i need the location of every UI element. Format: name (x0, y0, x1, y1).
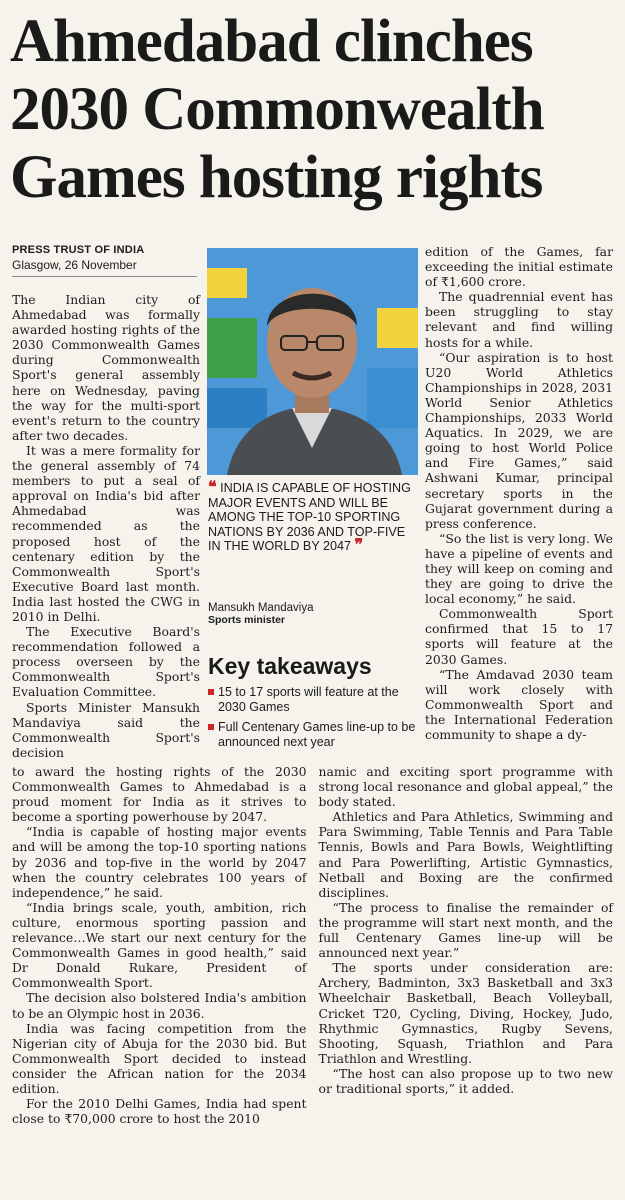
paragraph: “India is capable of hosting major events and will be among the top-10 sporting nations by 2036 and top-five in the world by 2047 when the country celebrates 100 years of independence,” he said. (12, 824, 307, 900)
key-takeaways-title: Key takeaways (208, 653, 372, 679)
takeaway-text: 15 to 17 sports will feature at the 2030 Games (218, 685, 399, 714)
paragraph: The Indian city of Ahmedabad was formally awarded hosting rights of the 2030 Commonwealth Games during Commonwealth Sport's general assembly here on Wednesday, paving the way for the multi-sport event's return to the country after two decades. (12, 292, 200, 443)
paragraph: “The process to finalise the remainder of the programme will start next month, and the full Centenary Games line-up will be announced next year.” (318, 899, 613, 961)
paragraph: It was a mere formality for the general assembly of 74 members to put a seal of approval on India's bid after Ahmedabad was recommended as the proposed host of the centenary edition by the Commonwealth Sport's Executive Board last month. India last hosted the CWG in 2010 in Delhi. (12, 442, 200, 624)
headline-line-3: Games hosting rights (10, 144, 543, 211)
paragraph: The Executive Board's recommendation followed a process overseen by the Commonwealth Sport's Evaluation Committee. (12, 624, 200, 700)
paragraph: The decision also bolstered India's ambition to be an Olympic host in 2036. (12, 990, 307, 1021)
paragraph: The quadrennial event has been struggling to stay relevant and find willing hosts for a while. (425, 289, 613, 350)
headline-line-2: 2030 Commonwealth (10, 76, 544, 143)
headline-line-1: Ahmedabad clinches (10, 8, 533, 75)
paragraph: “The host can also propose up to two new or traditional sports,” it added. (318, 1065, 613, 1096)
pull-quote-text: INDIA IS CAPABLE OF HOSTING MAJOR EVENTS AND WILL BE AMONG THE TOP-10 SPORTING NATIONS BY 2036 AND TOP-FIVE IN THE WORLD BY 2047 (208, 481, 411, 554)
byline-agency: PRESS TRUST OF INDIA (12, 244, 145, 256)
headline (10, 8, 615, 212)
open-quote-icon: ❝ (208, 479, 217, 496)
square-bullet-icon (208, 689, 214, 695)
takeaway-text: Full Centenary Games line-up to be announced next year (218, 720, 416, 749)
paragraph: “Our aspiration is to host U20 World Athletics Championships in 2028, 2031 World Senior Athletics Championships, 2033 World Aquatics. In 2029, we are going to host World Police and Fire Games,” said Ashwani Kumar, principal secretary sports in the Gujarat government during a press conference. (425, 349, 613, 531)
quote-speaker-role: Sports minister (208, 614, 286, 626)
article-column-right (425, 244, 613, 742)
paragraph: Athletics and Para Athletics, Swimming and Para Swimming, Table Tennis and Para Table Tennis, Bowls and Para Bowls, Weightlifting and Para Powerlifting, Artistic Gymnastics, Netball and Boxing are the confirmed disciplines. (318, 809, 613, 900)
portrait-photo (207, 248, 418, 475)
square-bullet-icon (208, 724, 214, 730)
paragraph: “So the list is very long. We have a pipeline of events and they will keep on coming and they are going to drive the local economy,” he said. (425, 530, 613, 607)
byline-dateline: Glasgow, 26 November (12, 258, 197, 277)
paragraph: “The Amdavad 2030 team will work closely with Commonwealth Sport and the International Federation community to shape a dy- (425, 666, 613, 742)
paragraph: India was facing competition from the Nigerian city of Abuja for the 2030 bid. But Commonwealth Sport decided to instead consider the African nation for the 2034 edition. (12, 1020, 307, 1096)
pull-quote (208, 481, 418, 554)
takeaway-item (208, 720, 418, 750)
paragraph: For the 2010 Delhi Games, India had spent close to ₹70,000 crore to host the 2010 (12, 1096, 307, 1127)
paragraph: The sports under consideration are: Archery, Badminton, 3x3 Basketball and 3x3 Wheelchair Basketball, Beach Volleyball, Cricket T20, Cycling, Diving, Hockey, Judo, Rhythmic Gymnastics, Rugby Sevens, Shooting, Squash, Triathlon and Para Triathlon and Wrestling. (318, 960, 613, 1066)
paragraph: namic and exciting sport programme with strong local resonance and global appeal,” the body stated. (318, 764, 613, 810)
quote-attribution (208, 602, 418, 626)
portrait-illustration (207, 248, 418, 475)
close-quote-icon: ❞ (354, 537, 364, 555)
quote-speaker-name: Mansukh Mandaviya (208, 602, 314, 614)
paragraph: “India brings scale, youth, ambition, rich culture, enormous sporting passion and relevance…We start our next century for the Commonwealth Games in good health,” said Dr Donald Rukare, President of Commonwealth Sport. (12, 899, 307, 991)
article-lower-columns (12, 764, 613, 1126)
takeaway-item (208, 685, 418, 715)
paragraph: Commonwealth Sport confirmed that 15 to 17 sports will feature at the 2030 Games. (425, 606, 613, 667)
paragraph: Sports Minister Mansukh Mandaviya said the Commonwealth Sport's decision (12, 699, 200, 760)
byline (12, 244, 197, 277)
paragraph: to award the hosting rights of the 2030 Commonwealth Games to Ahmedabad is a proud moment for India as it strives to become a sporting powerhouse by 2047. (12, 764, 307, 825)
paragraph: edition of the Games, far exceeding the initial estimate of ₹1,600 crore. (425, 244, 613, 290)
key-takeaways-list (208, 685, 418, 755)
article-column-left (12, 292, 200, 760)
